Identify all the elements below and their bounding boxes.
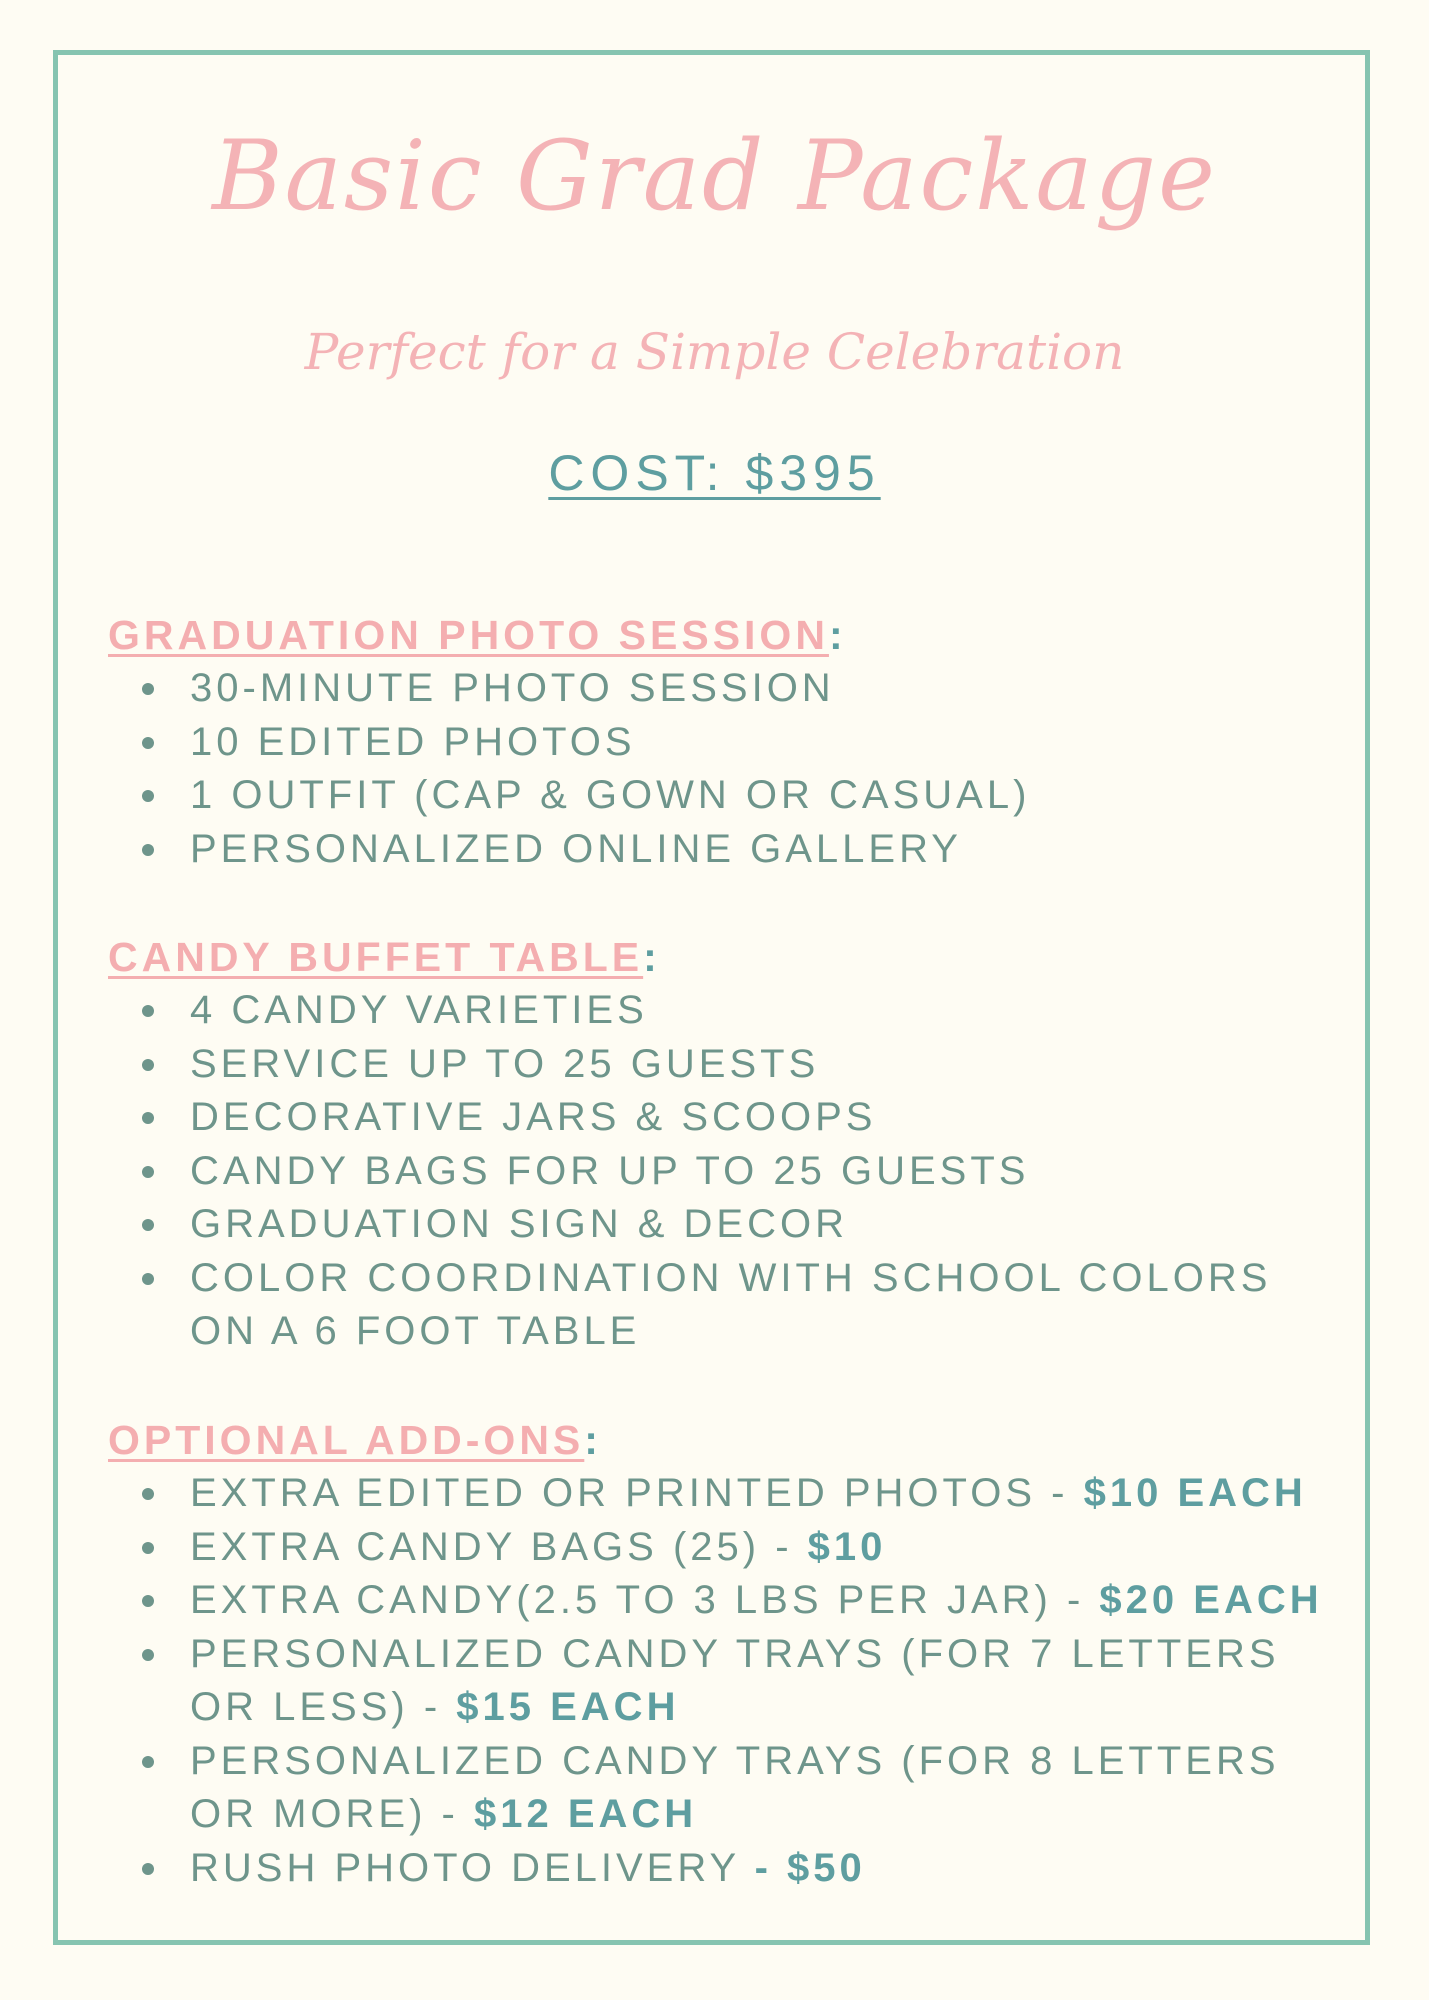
package-title: Basic Grad Package	[212, 120, 1217, 232]
addon-price: $10	[807, 1524, 887, 1569]
bullet-icon	[142, 1005, 154, 1017]
addon-description: PERSONALIZED CANDY TRAYS (FOR 7 LETTERS OR LESS) -	[190, 1631, 1280, 1729]
list-item	[108, 1145, 1343, 1199]
bullet-icon	[142, 1756, 154, 1768]
bullet-icon	[142, 1542, 154, 1554]
list-item-text: PERSONALIZED ONLINE GALLERY	[190, 826, 962, 871]
heading-colon: :	[643, 934, 661, 980]
addon-price: $12 EACH	[473, 1792, 698, 1836]
addon-price: - $50	[754, 1845, 866, 1890]
section-heading-text: OPTIONAL ADD-ONS	[108, 1417, 585, 1463]
list-item-text: CANDY BAGS FOR UP TO 25 GUESTS	[190, 1148, 1030, 1193]
addon-description: EXTRA CANDY(2.5 TO 3 LBS PER JAR) -	[190, 1578, 1100, 1622]
list-item	[108, 1467, 1343, 1521]
bullet-icon	[142, 683, 154, 695]
bullet-icon	[142, 1595, 154, 1607]
bullet-icon	[142, 1219, 154, 1231]
list-item-text: GRADUATION SIGN & DECOR	[190, 1202, 848, 1246]
section-heading-text: GRADUATION PHOTO SESSION	[108, 612, 829, 658]
bullet-icon	[142, 1059, 154, 1071]
list-item	[108, 1198, 1343, 1252]
section-heading-text: CANDY BUFFET TABLE	[108, 934, 644, 980]
section-heading	[108, 1413, 1343, 1467]
list-item-text: 10 EDITED PHOTOS	[190, 719, 636, 764]
bullet-icon	[142, 1112, 154, 1124]
list-item	[108, 1574, 1343, 1628]
optional-addons-list	[108, 1467, 1343, 1895]
package-cost	[0, 445, 1429, 501]
photo-session-section	[108, 608, 1343, 876]
list-item	[108, 1091, 1343, 1145]
addon-description: RUSH PHOTO DELIVERY	[190, 1845, 755, 1890]
bullet-icon	[142, 737, 154, 749]
list-item	[108, 1628, 1343, 1735]
bullet-icon	[142, 844, 154, 856]
list-item	[108, 823, 1343, 877]
list-item	[108, 1735, 1343, 1842]
optional-addons-section	[108, 1413, 1343, 1895]
section-heading	[108, 608, 1343, 662]
bullet-icon	[142, 1649, 154, 1661]
list-item-text: SERVICE UP TO 25 GUESTS	[190, 1041, 820, 1086]
list-item	[108, 716, 1343, 770]
addon-price: $20 EACH	[1099, 1578, 1323, 1622]
bullet-icon	[142, 790, 154, 802]
heading-colon: :	[828, 612, 847, 658]
list-item	[108, 984, 1343, 1038]
bullet-icon	[142, 1863, 154, 1875]
list-item	[108, 1521, 1343, 1575]
list-item	[108, 1252, 1343, 1359]
list-item-text: COLOR COORDINATION WITH SCHOOL COLORS ON A 6 FOOT TABLE	[190, 1255, 1272, 1353]
list-item-text: 30-MINUTE PHOTO SESSION	[190, 666, 835, 710]
candy-buffet-list	[108, 984, 1343, 1359]
list-item	[108, 1842, 1343, 1896]
list-item	[108, 769, 1343, 823]
cost-text: COST: $395	[548, 445, 881, 501]
bullet-icon	[142, 1273, 154, 1285]
candy-buffet-section	[108, 930, 1343, 1359]
bullet-icon	[142, 1166, 154, 1178]
addon-description: EXTRA EDITED OR PRINTED PHOTOS -	[190, 1471, 1084, 1515]
list-item-text: DECORATIVE JARS & SCOOPS	[190, 1095, 877, 1139]
list-item	[108, 1038, 1343, 1092]
list-item-text: 1 OUTFIT (CAP & GOWN OR CASUAL)	[190, 773, 1031, 817]
addon-description: EXTRA CANDY BAGS (25) -	[190, 1524, 808, 1569]
photo-session-list	[108, 662, 1343, 876]
package-subtitle: Perfect for a Simple Celebration	[304, 323, 1125, 381]
addon-price: $15 EACH	[456, 1685, 680, 1729]
addon-price: $10 EACH	[1083, 1471, 1307, 1515]
heading-colon: :	[584, 1417, 602, 1463]
bullet-icon	[142, 1488, 154, 1500]
section-heading	[108, 930, 1343, 984]
addon-description: PERSONALIZED CANDY TRAYS (FOR 8 LETTERS OR MORE) -	[190, 1738, 1280, 1836]
list-item	[108, 662, 1343, 716]
list-item-text: 4 CANDY VARIETIES	[190, 988, 648, 1032]
